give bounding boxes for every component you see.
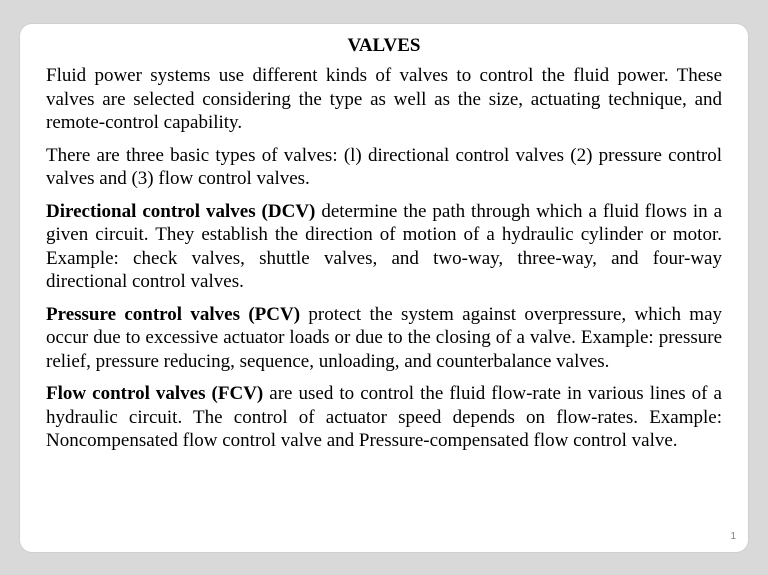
paragraph-text: determine the path through which a fluid flows in a given circuit. They establish the direction of motion of a hydraulic cylinder or motor. Example: check valves, shuttle valves, and two-way, three-way, and four-way directional control valves. [46, 200, 722, 292]
paragraph-types [46, 144, 722, 191]
term-pcv: Pressure control valves (PCV) [46, 303, 301, 325]
paragraph-fcv [46, 382, 722, 453]
page-number: 1 [730, 531, 736, 542]
term-dcv: Directional control valves (DCV) [46, 200, 316, 222]
slide-title: VALVES [347, 35, 421, 56]
paragraph-dcv [46, 200, 722, 294]
paragraph-text: are used to control the fluid flow-rate in various lines of a hydraulic circuit. The control of actuator speed depends on flow-rates. Example: Noncompensated flow control valve and Pressure-compensated flow control valve. [46, 383, 722, 451]
slide [20, 24, 748, 552]
paragraph-text: protect the system against overpressure, which may occur due to excessive actuator loads or due to the closing of a valve. Example: pressure relief, pressure reducing, sequence, unloading, and counterbalance valves. [46, 303, 723, 372]
term-fcv: Flow control valves (FCV) [46, 383, 264, 404]
paragraph-pcv [46, 303, 722, 374]
paragraph-text: Fluid power systems use different kinds of valves to control the fluid power. These valves are selected considering the type as well as the size, actuating technique, and remote-control capability. [46, 65, 722, 133]
paragraph-text: There are three basic types of valves: (l) directional control valves (2) pressure control valves and (3) flow control valves. [46, 144, 722, 189]
paragraph-intro [46, 64, 722, 135]
